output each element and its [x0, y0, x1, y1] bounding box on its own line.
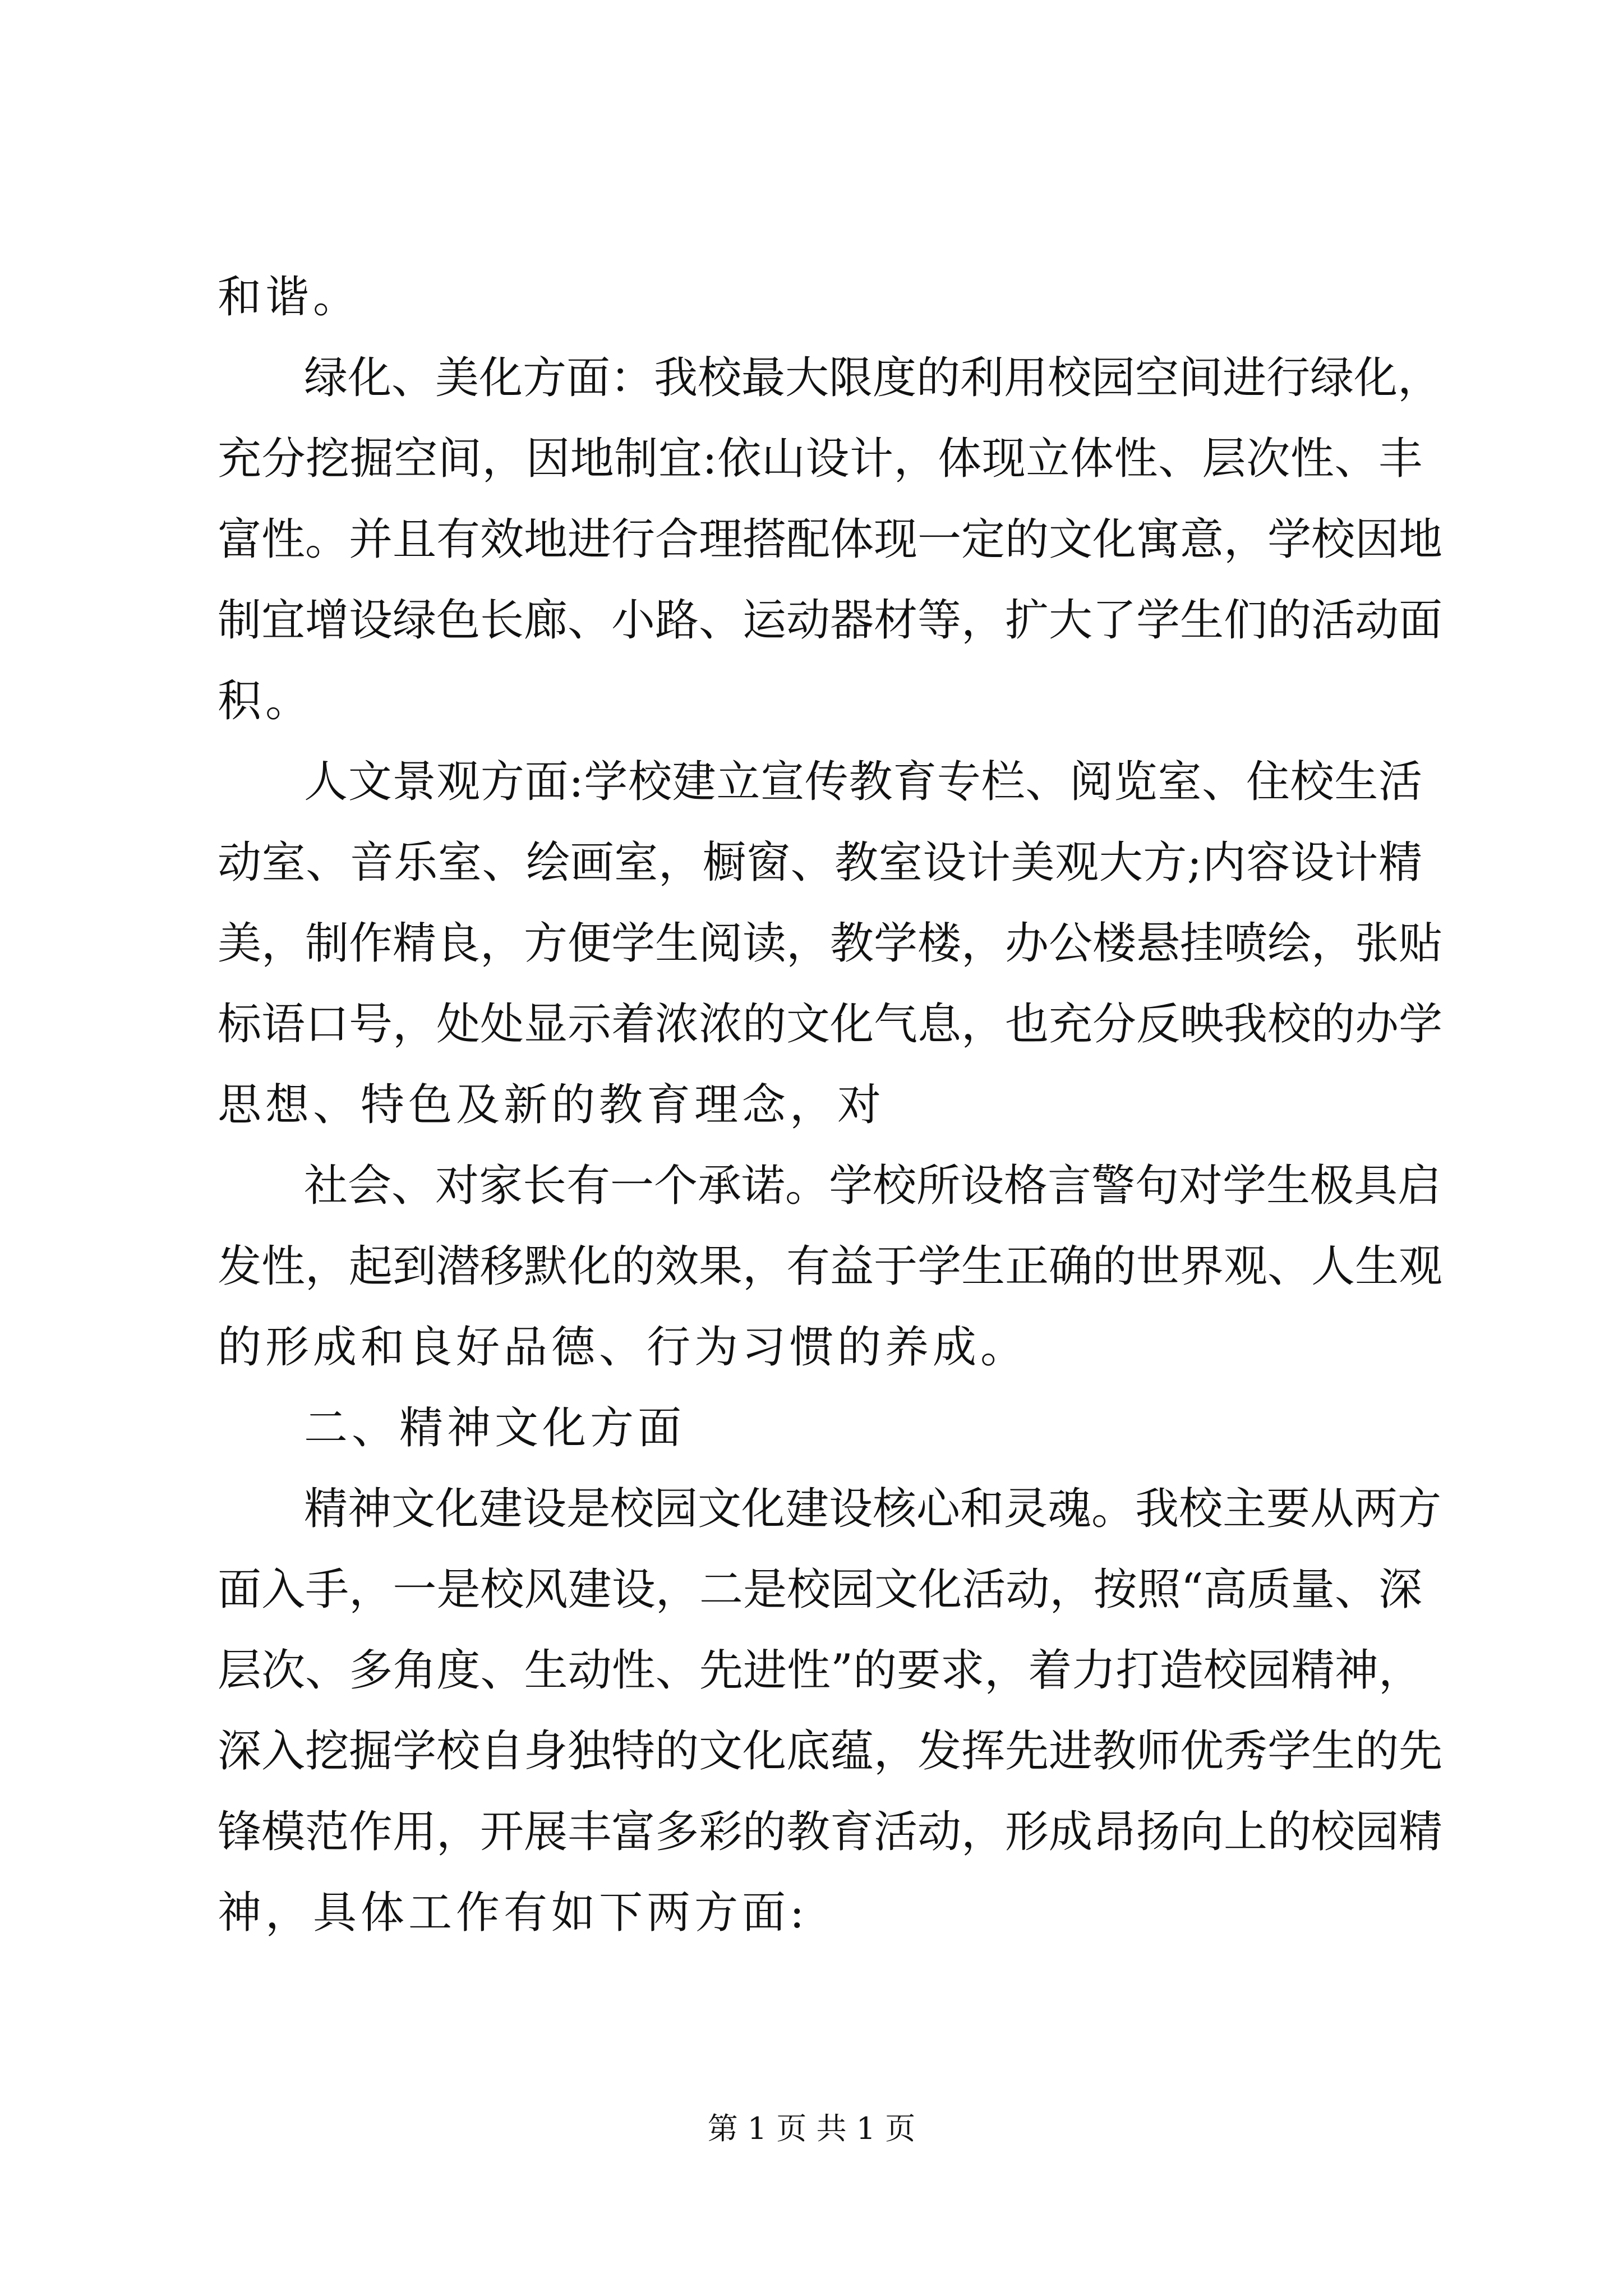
text-line: 锋模范作用，开展丰富多彩的教育活动，形成昂扬向上的校园精 — [218, 1807, 1443, 1857]
text-line: 动室、音乐室、绘画室，橱窗、教室设计美观大方;内容设计精 — [218, 838, 1422, 888]
text-line: 的形成和良好品德、行为习惯的养成。 — [218, 1322, 1029, 1373]
text-line: 制宜增设绿色长廊、小路、运动器材等，扩大了学生们的活动面 — [218, 595, 1443, 646]
text-line: 人文景观方面:学校建立宣传教育专栏、阅览室、住校生活 — [304, 757, 1422, 807]
text-line: 社会、对家长有一个承诺。学校所设格言警句对学生极具启 — [304, 1161, 1442, 1211]
text-line: 深入挖掘学校自身独特的文化底蕴，发挥先进教师优秀学生的先 — [218, 1726, 1443, 1777]
text-line: 思想、特色及新的教育理念，对 — [218, 1080, 886, 1130]
page-number-footer: 第 1 页 共 1 页 — [707, 2111, 916, 2146]
text-line: 层次、多角度、生动性、先进性”的要求，着力打造校园精神， — [218, 1645, 1422, 1696]
text-line: 富性。并且有效地进行合理搭配体现一定的文化寓意，学校因地 — [218, 514, 1443, 565]
text-line: 积。 — [218, 676, 313, 726]
text-line: 面入手，一是校风建设，二是校园文化活动，按照“高质量、深 — [218, 1565, 1422, 1615]
text-line: 充分挖掘空间，因地制宜:依山设计，体现立体性、层次性、丰 — [218, 434, 1422, 484]
section-heading: 二、精神文化方面 — [304, 1403, 686, 1453]
text-line: 精神文化建设是校园文化建设核心和灵魂。我校主要从两方 — [304, 1484, 1442, 1534]
text-line: 神，具体工作有如下两方面: — [218, 1888, 809, 1938]
document-body — [218, 257, 1443, 1953]
text-line: 发性，起到潜移默化的效果，有益于学生正确的世界观、人生观 — [218, 1241, 1443, 1292]
text-line: 绿化、美化方面：我校最大限度的利用校园空间进行绿化， — [304, 353, 1442, 403]
text-line: 美，制作精良，方便学生阅读，教学楼，办公楼悬挂喷绘，张贴 — [218, 918, 1443, 969]
text-line: 和谐。 — [218, 272, 361, 323]
text-line: 标语口号，处处显示着浓浓的文化气息，也充分反映我校的办学 — [218, 999, 1443, 1050]
